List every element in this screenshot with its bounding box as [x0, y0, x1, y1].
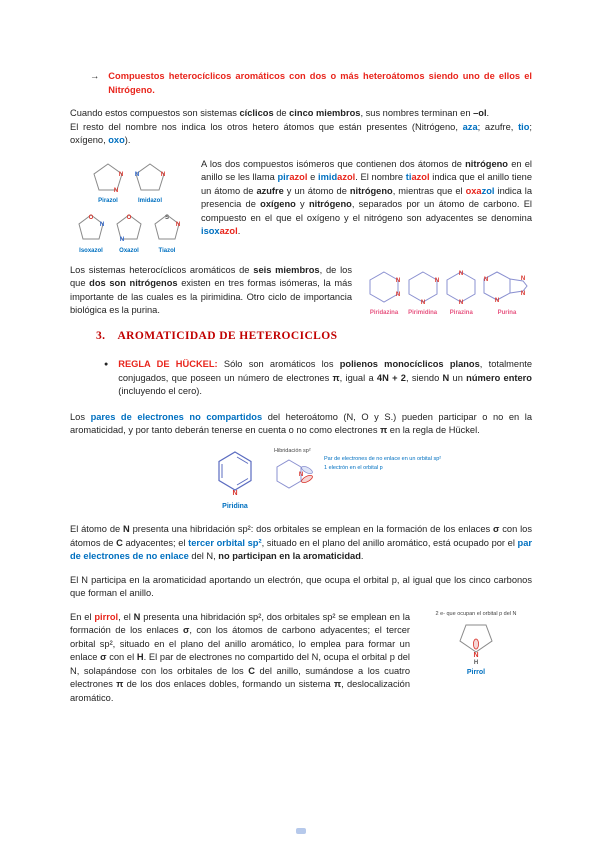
svg-text:N: N [175, 222, 181, 228]
annotation-line: Par de electrones de no enlace en un orbital sp² [324, 455, 442, 462]
svg-text:N: N [113, 187, 119, 193]
pirimidina-label: Pirimidina [408, 310, 438, 316]
svg-text:N: N [119, 237, 125, 242]
pirazina-figure [443, 269, 479, 318]
svg-text:N: N [134, 171, 140, 178]
six-membered-section [70, 264, 532, 318]
annotation-line: 1 electrón en el orbital p [324, 464, 383, 471]
tiazol-structure [152, 212, 182, 242]
section-title: AROMATICIDAD DE HETEROCICLOS [117, 329, 338, 342]
pirazol-figure [91, 161, 125, 206]
six-membered-structures [360, 264, 532, 318]
svg-text:N: N [520, 275, 526, 282]
pirrol-section [70, 611, 532, 716]
svg-text:N: N [232, 489, 238, 497]
azole-structures [70, 158, 188, 255]
piridina-annotation-lines [324, 456, 456, 474]
imidazol-figure [133, 161, 167, 206]
huckel-bullet [104, 358, 532, 399]
intro-bullet-text: Compuestos heterocíclicos aromáticos con dos o más heteroátomos siendo uno de ellos el Nitrógeno. [108, 71, 532, 95]
purina-figure [482, 269, 532, 318]
huckel-bullet-text: REGLA DE HÜCKEL: Sólo son aromáticos los polienos monocíclicos planos, totalmente conjugados, que poseen un número de electrones π, igual a 4N + 2, siendo N un número entero (incluyendo el cero). [118, 359, 533, 396]
pirrol-label: Pirrol [466, 669, 486, 676]
svg-text:N: N [459, 270, 464, 277]
piridazina-label: Piridazina [369, 310, 399, 316]
svg-text:O: O [88, 215, 94, 221]
pirazol-label: Pirazol [98, 198, 118, 204]
azole-row-2 [70, 212, 188, 255]
purina-label: Purina [497, 310, 517, 316]
azoles-section [70, 158, 532, 255]
purina-structure [482, 269, 532, 305]
paragraph-participation: El N participa en la aromaticidad aportando un electrón, que ocupa el orbital p, al igual que los cinco carbonos que forman el anillo. [70, 574, 532, 598]
pirrol-annotation: 2 e- que ocupan el orbital p del N [435, 610, 517, 617]
isoxazol-structure [76, 212, 106, 242]
svg-text:N: N [483, 276, 489, 283]
paragraph-six-membered: Los sistemas heterocíclicos aromáticos de seis miembros, de los que dos son nitrógenos existen en tres formas isómeras, la más importante de las cuales es la pirimidina. Otro ciclo de importancia biológica es la purina. [70, 264, 352, 315]
paragraph-nitrogen-hybridisation: El átomo de N presenta una hibridación sp²: dos orbitales se emplean en la formación de los enlaces σ con los átomos de C adyacentes; el tercer orbital sp², situado en el plano del anillo aromático, está ocupado por el par de electrones de no enlace del N, no participan en la aromaticidad. [70, 524, 532, 561]
svg-text:N: N [395, 277, 401, 284]
svg-text:N: N [395, 291, 401, 298]
svg-text:H: H [473, 659, 479, 664]
svg-text:N: N [298, 471, 304, 478]
azole-row-1 [70, 161, 188, 206]
imidazol-label: Imidazol [137, 198, 162, 204]
isoxazol-label: Isoxazol [79, 247, 103, 254]
pirazina-label: Pirazina [449, 310, 473, 316]
oxazol-figure [114, 212, 144, 255]
pirrol-structure [456, 620, 496, 664]
svg-text:N: N [160, 171, 166, 178]
bullet-icon: ● [104, 361, 109, 368]
piridazina-structure [366, 269, 402, 305]
tiazol-figure [152, 212, 182, 255]
paragraph-pirrol: En el pirrol, el N presenta una hibridación sp², dos orbitales sp² se emplean en la formación de los enlaces σ, con los átomos de carbono adyacentes; el tercer orbital sp², situado en el plano del anillo aromático, lo emplea para formar un enlace σ con el H. El par de electrones no compartido del N, ocupa el orbital p del N, solapándose con los orbitales de los C del anillo, sumándose a los cuatro electrones π de los dos enlaces dobles, formando un sistema π, deslocalización aromático. [70, 611, 411, 703]
paragraph-naming-a: Cuando estos compuestos son sistemas cíclicos de cinco miembros, sus nombres terminan en –ol. [70, 108, 490, 118]
paragraph-naming-b: El resto del nombre nos indica los otros hetero átomos que están presentes (Nitrógeno, aza; azufre, tio; oxígeno, oxo). [70, 121, 533, 145]
imidazol-structure [133, 161, 167, 193]
svg-text:N: N [99, 222, 105, 228]
paragraph-lone-pairs: Los pares de electrones no compartidos del heteroátomo (N, O y S.) pueden participar o no en la aromaticidad, y por tanto deberán tenerse en cuenta o no como electrones π en la regla de Hückel. [70, 411, 532, 435]
piridina-structure [212, 448, 258, 498]
pirimidina-figure [405, 269, 441, 318]
svg-text:S: S [164, 215, 170, 221]
svg-text:N: N [494, 297, 500, 304]
svg-text:N: N [520, 290, 526, 297]
arrow-icon: → [90, 71, 100, 81]
footer-mark [296, 828, 306, 834]
svg-text:N: N [473, 651, 479, 659]
isoxazol-figure [76, 212, 106, 255]
svg-text:N: N [118, 171, 124, 178]
svg-text:N: N [459, 299, 464, 305]
svg-text:O: O [126, 215, 132, 221]
piridina-section [212, 448, 532, 512]
section-heading [96, 330, 532, 344]
piridina-annotation-title: Hibridación sp² [274, 447, 311, 454]
tiazol-label: Tiazol [158, 247, 176, 254]
piridina-annotation [274, 448, 456, 494]
oxazol-structure [114, 212, 144, 242]
piridina-figure [212, 448, 258, 512]
paragraph-isomers: A los dos compuestos isómeros que contienen dos átomos de nitrógeno en el anillo se les llama pirazol e imidazol. El nombre tiazol indica que el anillo tiene un átomo de azufre y un átomo de nitrógeno, mientras que el oxazol indica la presencia de oxígeno y nitrógeno, separados por un átomo de carbono. El compuesto en el que el oxígeno y el nitrógeno son adyacentes se denomina isoxazol. [201, 158, 532, 236]
piridazina-figure [366, 269, 402, 318]
pirazol-structure [91, 161, 125, 193]
pirrol-figure [420, 611, 532, 678]
piridina-annotation-body [274, 456, 456, 494]
svg-text:N: N [420, 299, 425, 305]
piridina-orbital-diagram [274, 456, 316, 494]
intro-bullet [90, 70, 532, 97]
pirazina-structure [443, 269, 479, 305]
section-number: 3. [96, 329, 106, 342]
pirimidina-structure [405, 269, 441, 305]
svg-text:N: N [434, 277, 439, 284]
piridina-label: Piridina [222, 503, 248, 510]
oxazol-label: Oxazol [119, 247, 139, 254]
